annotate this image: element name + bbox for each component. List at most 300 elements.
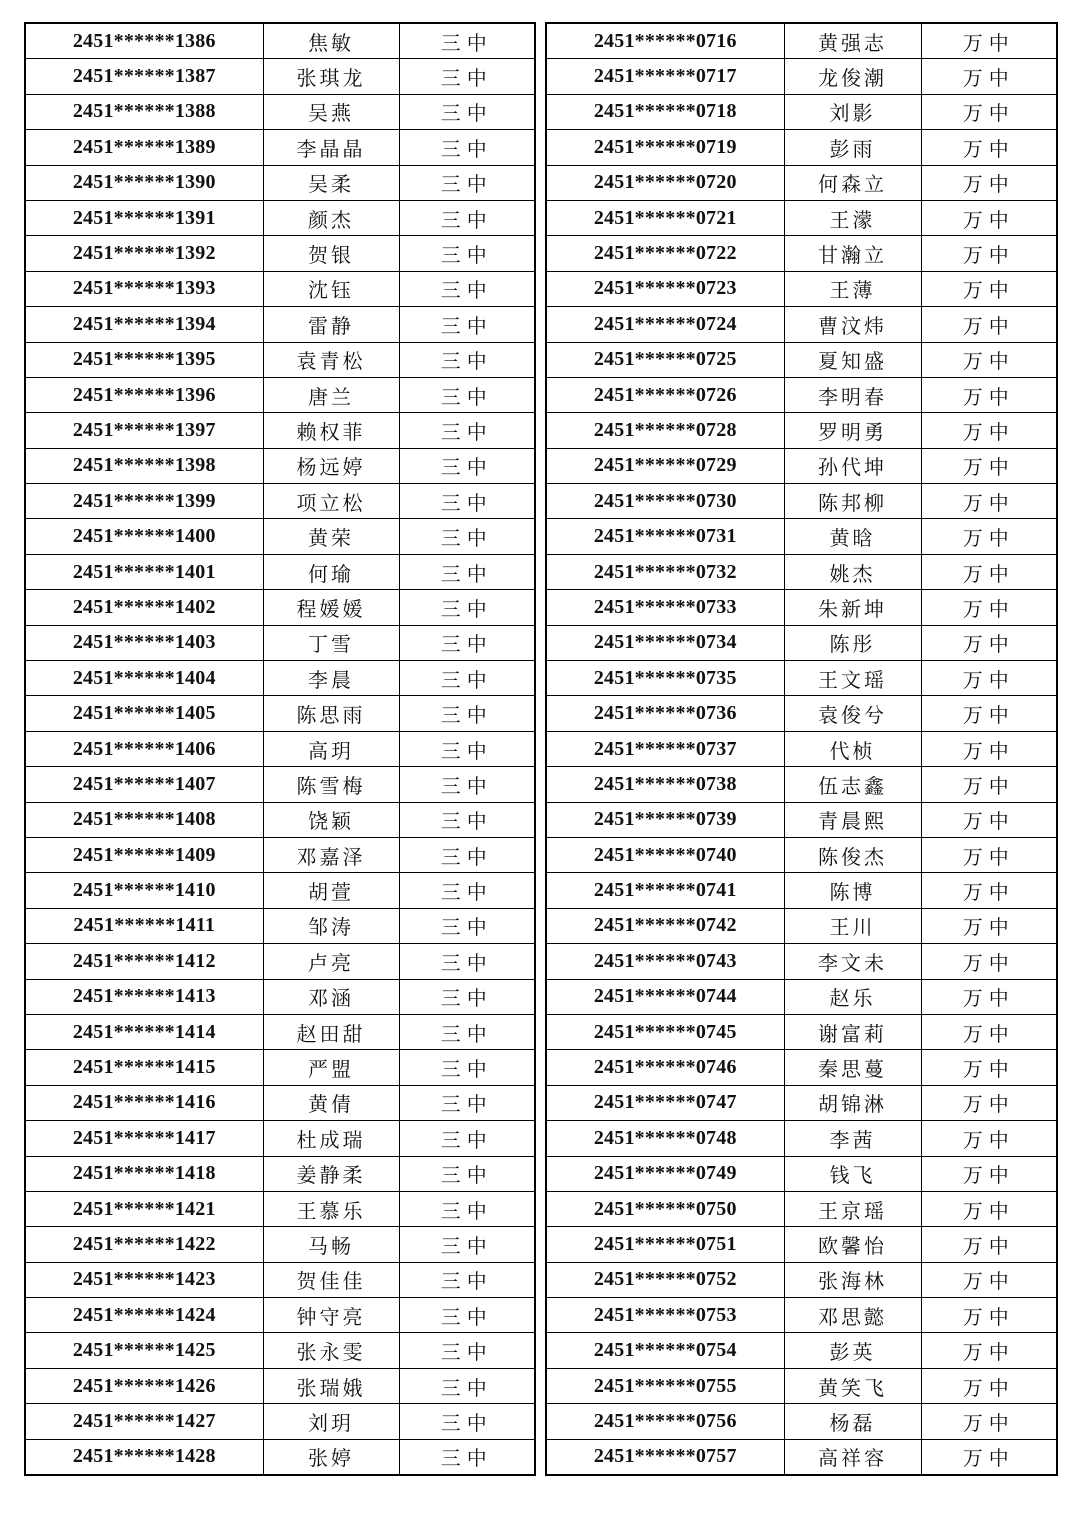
table-row (25, 625, 535, 660)
student-id-cell: 2451******0726 (546, 377, 784, 412)
student-name-cell: 王慕乐 (263, 1191, 399, 1226)
student-id-cell: 2451******0757 (546, 1439, 784, 1475)
table-row (25, 696, 535, 731)
student-id-cell: 2451******1426 (25, 1368, 263, 1403)
student-id-cell: 2451******1412 (25, 944, 263, 979)
student-id-cell: 2451******0744 (546, 979, 784, 1014)
student-name-cell: 邓涵 (263, 979, 399, 1014)
table-row (25, 1404, 535, 1439)
student-name-cell: 罗明勇 (784, 413, 921, 448)
table-row (546, 342, 1057, 377)
school-cell: 万中 (921, 1121, 1057, 1156)
school-cell: 三中 (399, 165, 535, 200)
school-cell: 三中 (399, 307, 535, 342)
student-name-cell: 杨远婷 (263, 448, 399, 483)
school-cell: 万中 (921, 944, 1057, 979)
table-row (546, 484, 1057, 519)
student-id-cell: 2451******1399 (25, 484, 263, 519)
student-name-cell: 黄荣 (263, 519, 399, 554)
table-row (25, 94, 535, 129)
school-cell: 三中 (399, 661, 535, 696)
table-row (25, 1014, 535, 1049)
student-name-cell: 赖权菲 (263, 413, 399, 448)
student-name-cell: 张瑞娥 (263, 1368, 399, 1403)
student-id-cell: 2451******1387 (25, 59, 263, 94)
student-id-cell: 2451******1397 (25, 413, 263, 448)
school-cell: 万中 (921, 59, 1057, 94)
student-name-cell: 贺佳佳 (263, 1262, 399, 1297)
school-cell: 三中 (399, 342, 535, 377)
student-name-cell: 夏知盛 (784, 342, 921, 377)
student-name-cell: 姚杰 (784, 554, 921, 589)
student-id-cell: 2451******0724 (546, 307, 784, 342)
student-name-cell: 陈彤 (784, 625, 921, 660)
student-name-cell: 陈博 (784, 873, 921, 908)
table-row (25, 413, 535, 448)
school-cell: 万中 (921, 448, 1057, 483)
student-id-cell: 2451******1418 (25, 1156, 263, 1191)
student-id-cell: 2451******1396 (25, 377, 263, 412)
student-id-cell: 2451******1417 (25, 1121, 263, 1156)
school-cell: 三中 (399, 873, 535, 908)
school-cell: 万中 (921, 1368, 1057, 1403)
school-cell: 万中 (921, 661, 1057, 696)
student-name-cell: 甘瀚立 (784, 236, 921, 271)
table-row (546, 625, 1057, 660)
student-id-cell: 2451******0735 (546, 661, 784, 696)
student-name-cell: 饶颖 (263, 802, 399, 837)
table-row (546, 979, 1057, 1014)
school-cell: 万中 (921, 307, 1057, 342)
student-name-cell: 王濛 (784, 200, 921, 235)
school-cell: 万中 (921, 767, 1057, 802)
table-row (546, 1333, 1057, 1368)
student-name-cell: 秦思蔓 (784, 1050, 921, 1085)
student-name-cell: 李茜 (784, 1121, 921, 1156)
school-cell: 三中 (399, 236, 535, 271)
student-name-cell: 李明春 (784, 377, 921, 412)
school-cell: 三中 (399, 448, 535, 483)
table-row (546, 200, 1057, 235)
school-cell: 万中 (921, 873, 1057, 908)
school-cell: 万中 (921, 908, 1057, 943)
student-id-cell: 2451******1411 (25, 908, 263, 943)
school-cell: 三中 (399, 1333, 535, 1368)
school-cell: 三中 (399, 979, 535, 1014)
student-id-cell: 2451******1427 (25, 1404, 263, 1439)
student-name-cell: 沈钰 (263, 271, 399, 306)
student-name-cell: 钟守亮 (263, 1298, 399, 1333)
student-name-cell: 吴燕 (263, 94, 399, 129)
student-id-cell: 2451******1428 (25, 1439, 263, 1475)
table-row (546, 271, 1057, 306)
table-row (25, 59, 535, 94)
student-name-cell: 李晶晶 (263, 130, 399, 165)
table-row (25, 342, 535, 377)
student-id-cell: 2451******1408 (25, 802, 263, 837)
student-id-cell: 2451******0728 (546, 413, 784, 448)
student-name-cell: 孙代坤 (784, 448, 921, 483)
student-name-cell: 陈雪梅 (263, 767, 399, 802)
table-row (25, 1191, 535, 1226)
student-id-cell: 2451******0742 (546, 908, 784, 943)
student-name-cell: 彭英 (784, 1333, 921, 1368)
student-id-cell: 2451******0739 (546, 802, 784, 837)
school-cell: 三中 (399, 1298, 535, 1333)
student-name-cell: 袁俊兮 (784, 696, 921, 731)
student-id-cell: 2451******0754 (546, 1333, 784, 1368)
student-name-cell: 李文未 (784, 944, 921, 979)
table-row (546, 519, 1057, 554)
student-name-cell: 颜杰 (263, 200, 399, 235)
student-name-cell: 欧馨怡 (784, 1227, 921, 1262)
student-name-cell: 伍志鑫 (784, 767, 921, 802)
student-id-cell: 2451******0716 (546, 23, 784, 59)
school-cell: 万中 (921, 236, 1057, 271)
table-row (25, 1368, 535, 1403)
student-name-cell: 黄倩 (263, 1085, 399, 1120)
student-name-cell: 钱飞 (784, 1156, 921, 1191)
school-cell: 三中 (399, 590, 535, 625)
student-id-cell: 2451******1410 (25, 873, 263, 908)
table-row (546, 554, 1057, 589)
table-row (25, 1333, 535, 1368)
table-row (546, 590, 1057, 625)
student-id-cell: 2451******0738 (546, 767, 784, 802)
school-cell: 三中 (399, 271, 535, 306)
table-row (25, 271, 535, 306)
school-cell: 万中 (921, 342, 1057, 377)
table-row (546, 165, 1057, 200)
school-cell: 三中 (399, 1121, 535, 1156)
school-cell: 三中 (399, 23, 535, 59)
student-name-cell: 王京瑶 (784, 1191, 921, 1226)
student-name-cell: 刘玥 (263, 1404, 399, 1439)
student-id-cell: 2451******0732 (546, 554, 784, 589)
table-row (25, 661, 535, 696)
student-id-cell: 2451******1404 (25, 661, 263, 696)
student-id-cell: 2451******0733 (546, 590, 784, 625)
table-row (546, 1368, 1057, 1403)
school-cell: 万中 (921, 1404, 1057, 1439)
school-cell: 三中 (399, 130, 535, 165)
table-row (546, 130, 1057, 165)
student-id-cell: 2451******1406 (25, 731, 263, 766)
table-body (546, 23, 1057, 1475)
student-id-cell: 2451******0722 (546, 236, 784, 271)
table-row (546, 837, 1057, 872)
student-id-cell: 2451******1386 (25, 23, 263, 59)
student-id-cell: 2451******0720 (546, 165, 784, 200)
school-cell: 三中 (399, 59, 535, 94)
school-cell: 三中 (399, 1191, 535, 1226)
table-row (546, 1014, 1057, 1049)
table-row (25, 1121, 535, 1156)
table-row (25, 767, 535, 802)
school-cell: 万中 (921, 1050, 1057, 1085)
student-name-cell: 王薄 (784, 271, 921, 306)
school-cell: 三中 (399, 1014, 535, 1049)
student-id-cell: 2451******0729 (546, 448, 784, 483)
student-name-cell: 李晨 (263, 661, 399, 696)
school-cell: 三中 (399, 1050, 535, 1085)
student-name-cell: 高祥容 (784, 1439, 921, 1475)
school-cell: 三中 (399, 1085, 535, 1120)
student-id-cell: 2451******0745 (546, 1014, 784, 1049)
student-id-cell: 2451******1405 (25, 696, 263, 731)
table-row (25, 731, 535, 766)
student-id-cell: 2451******0721 (546, 200, 784, 235)
student-id-cell: 2451******0751 (546, 1227, 784, 1262)
student-id-cell: 2451******0748 (546, 1121, 784, 1156)
student-id-cell: 2451******1421 (25, 1191, 263, 1226)
student-id-cell: 2451******1388 (25, 94, 263, 129)
student-name-cell: 马畅 (263, 1227, 399, 1262)
table-row (25, 236, 535, 271)
student-name-cell: 杨磊 (784, 1404, 921, 1439)
school-cell: 万中 (921, 519, 1057, 554)
school-cell: 三中 (399, 908, 535, 943)
student-name-cell: 姜静柔 (263, 1156, 399, 1191)
student-id-cell: 2451******0743 (546, 944, 784, 979)
table-row (546, 1191, 1057, 1226)
student-id-cell: 2451******1409 (25, 837, 263, 872)
table-row (25, 130, 535, 165)
student-name-cell: 袁青松 (263, 342, 399, 377)
school-cell: 万中 (921, 1085, 1057, 1120)
school-cell: 万中 (921, 377, 1057, 412)
school-cell: 三中 (399, 1368, 535, 1403)
student-name-cell: 谢富莉 (784, 1014, 921, 1049)
school-cell: 三中 (399, 1156, 535, 1191)
table-row (546, 1121, 1057, 1156)
school-cell: 万中 (921, 1191, 1057, 1226)
student-id-cell: 2451******1394 (25, 307, 263, 342)
student-table-right (545, 22, 1058, 1476)
table-row (546, 377, 1057, 412)
student-id-cell: 2451******0741 (546, 873, 784, 908)
school-cell: 万中 (921, 413, 1057, 448)
student-id-cell: 2451******0731 (546, 519, 784, 554)
school-cell: 三中 (399, 94, 535, 129)
student-name-cell: 焦敏 (263, 23, 399, 59)
student-name-cell: 王川 (784, 908, 921, 943)
student-name-cell: 黄笑飞 (784, 1368, 921, 1403)
student-name-cell: 卢亮 (263, 944, 399, 979)
table-row (25, 200, 535, 235)
table-row (546, 1050, 1057, 1085)
student-name-cell: 胡萱 (263, 873, 399, 908)
student-name-cell: 雷静 (263, 307, 399, 342)
student-id-cell: 2451******0730 (546, 484, 784, 519)
table-row (25, 23, 535, 59)
student-name-cell: 邹涛 (263, 908, 399, 943)
student-id-cell: 2451******1414 (25, 1014, 263, 1049)
table-row (546, 767, 1057, 802)
student-id-cell: 2451******1392 (25, 236, 263, 271)
student-name-cell: 赵乐 (784, 979, 921, 1014)
school-cell: 万中 (921, 1227, 1057, 1262)
student-name-cell: 贺银 (263, 236, 399, 271)
student-name-cell: 赵田甜 (263, 1014, 399, 1049)
student-id-cell: 2451******1402 (25, 590, 263, 625)
school-cell: 万中 (921, 23, 1057, 59)
school-cell: 万中 (921, 802, 1057, 837)
student-id-cell: 2451******0747 (546, 1085, 784, 1120)
school-cell: 万中 (921, 1439, 1057, 1475)
table-row (25, 979, 535, 1014)
student-id-cell: 2451******0749 (546, 1156, 784, 1191)
school-cell: 万中 (921, 554, 1057, 589)
student-name-cell: 王文瑶 (784, 661, 921, 696)
table-row (546, 236, 1057, 271)
student-id-cell: 2451******0755 (546, 1368, 784, 1403)
student-name-cell: 邓嘉泽 (263, 837, 399, 872)
table-row (546, 1262, 1057, 1297)
table-row (25, 1085, 535, 1120)
student-id-cell: 2451******0723 (546, 271, 784, 306)
table-row (25, 908, 535, 943)
table-row (25, 165, 535, 200)
table-row (25, 944, 535, 979)
school-cell: 万中 (921, 590, 1057, 625)
student-name-cell: 张海林 (784, 1262, 921, 1297)
student-table-left (24, 22, 536, 1476)
student-id-cell: 2451******0752 (546, 1262, 784, 1297)
table-row (546, 59, 1057, 94)
student-id-cell: 2451******0737 (546, 731, 784, 766)
student-name-cell: 程媛媛 (263, 590, 399, 625)
student-id-cell: 2451******0753 (546, 1298, 784, 1333)
table-row (546, 908, 1057, 943)
student-name-cell: 丁雪 (263, 625, 399, 660)
table-row (25, 802, 535, 837)
student-id-cell: 2451******0734 (546, 625, 784, 660)
school-cell: 三中 (399, 519, 535, 554)
school-cell: 万中 (921, 979, 1057, 1014)
student-id-cell: 2451******1416 (25, 1085, 263, 1120)
student-id-cell: 2451******1391 (25, 200, 263, 235)
student-id-cell: 2451******1422 (25, 1227, 263, 1262)
school-cell: 三中 (399, 944, 535, 979)
school-cell: 万中 (921, 625, 1057, 660)
school-cell: 三中 (399, 413, 535, 448)
school-cell: 万中 (921, 271, 1057, 306)
student-name-cell: 胡锦淋 (784, 1085, 921, 1120)
table-row (25, 519, 535, 554)
student-name-cell: 项立松 (263, 484, 399, 519)
school-cell: 万中 (921, 94, 1057, 129)
school-cell: 三中 (399, 1404, 535, 1439)
table-row (546, 1298, 1057, 1333)
school-cell: 万中 (921, 130, 1057, 165)
student-name-cell: 刘影 (784, 94, 921, 129)
student-id-cell: 2451******1403 (25, 625, 263, 660)
school-cell: 万中 (921, 165, 1057, 200)
student-id-cell: 2451******1401 (25, 554, 263, 589)
student-name-cell: 代桢 (784, 731, 921, 766)
student-id-cell: 2451******1389 (25, 130, 263, 165)
student-name-cell: 朱新坤 (784, 590, 921, 625)
school-cell: 三中 (399, 484, 535, 519)
student-name-cell: 曹汶炜 (784, 307, 921, 342)
table-row (25, 590, 535, 625)
student-id-cell: 2451******1393 (25, 271, 263, 306)
student-id-cell: 2451******1390 (25, 165, 263, 200)
table-row (546, 413, 1057, 448)
school-cell: 万中 (921, 1014, 1057, 1049)
student-id-cell: 2451******0718 (546, 94, 784, 129)
student-id-cell: 2451******0719 (546, 130, 784, 165)
student-name-cell: 吴柔 (263, 165, 399, 200)
school-cell: 三中 (399, 837, 535, 872)
table-body (25, 23, 535, 1475)
school-cell: 万中 (921, 1298, 1057, 1333)
table-row (25, 1227, 535, 1262)
table-row (546, 23, 1057, 59)
student-id-cell: 2451******0750 (546, 1191, 784, 1226)
table-row (546, 1404, 1057, 1439)
student-name-cell: 张婷 (263, 1439, 399, 1475)
table-row (546, 94, 1057, 129)
table-row (546, 944, 1057, 979)
student-id-cell: 2451******0725 (546, 342, 784, 377)
student-id-cell: 2451******1413 (25, 979, 263, 1014)
student-name-cell: 陈思雨 (263, 696, 399, 731)
table-row (25, 873, 535, 908)
table-row (25, 554, 535, 589)
table-row (546, 307, 1057, 342)
student-name-cell: 张永雯 (263, 1333, 399, 1368)
student-id-cell: 2451******0717 (546, 59, 784, 94)
school-cell: 万中 (921, 200, 1057, 235)
school-cell: 万中 (921, 696, 1057, 731)
student-name-cell: 陈邦柳 (784, 484, 921, 519)
table-row (546, 1156, 1057, 1191)
table-row (25, 1262, 535, 1297)
table-row (546, 1227, 1057, 1262)
school-cell: 三中 (399, 1262, 535, 1297)
school-cell: 三中 (399, 554, 535, 589)
school-cell: 三中 (399, 200, 535, 235)
student-name-cell: 邓思懿 (784, 1298, 921, 1333)
school-cell: 三中 (399, 731, 535, 766)
table-row (25, 448, 535, 483)
table-row (25, 837, 535, 872)
table-row (25, 1298, 535, 1333)
table-row (25, 307, 535, 342)
student-id-cell: 2451******1424 (25, 1298, 263, 1333)
student-name-cell: 唐兰 (263, 377, 399, 412)
student-id-cell: 2451******1395 (25, 342, 263, 377)
school-cell: 万中 (921, 484, 1057, 519)
school-cell: 万中 (921, 731, 1057, 766)
student-name-cell: 青晨熙 (784, 802, 921, 837)
table-row (25, 1156, 535, 1191)
school-cell: 万中 (921, 1156, 1057, 1191)
student-name-cell: 陈俊杰 (784, 837, 921, 872)
school-cell: 三中 (399, 377, 535, 412)
table-row (25, 377, 535, 412)
student-name-cell: 何森立 (784, 165, 921, 200)
school-cell: 三中 (399, 1227, 535, 1262)
student-id-cell: 2451******0756 (546, 1404, 784, 1439)
student-name-cell: 龙俊潮 (784, 59, 921, 94)
student-id-cell: 2451******0740 (546, 837, 784, 872)
school-cell: 三中 (399, 625, 535, 660)
student-id-cell: 2451******1400 (25, 519, 263, 554)
school-cell: 三中 (399, 696, 535, 731)
